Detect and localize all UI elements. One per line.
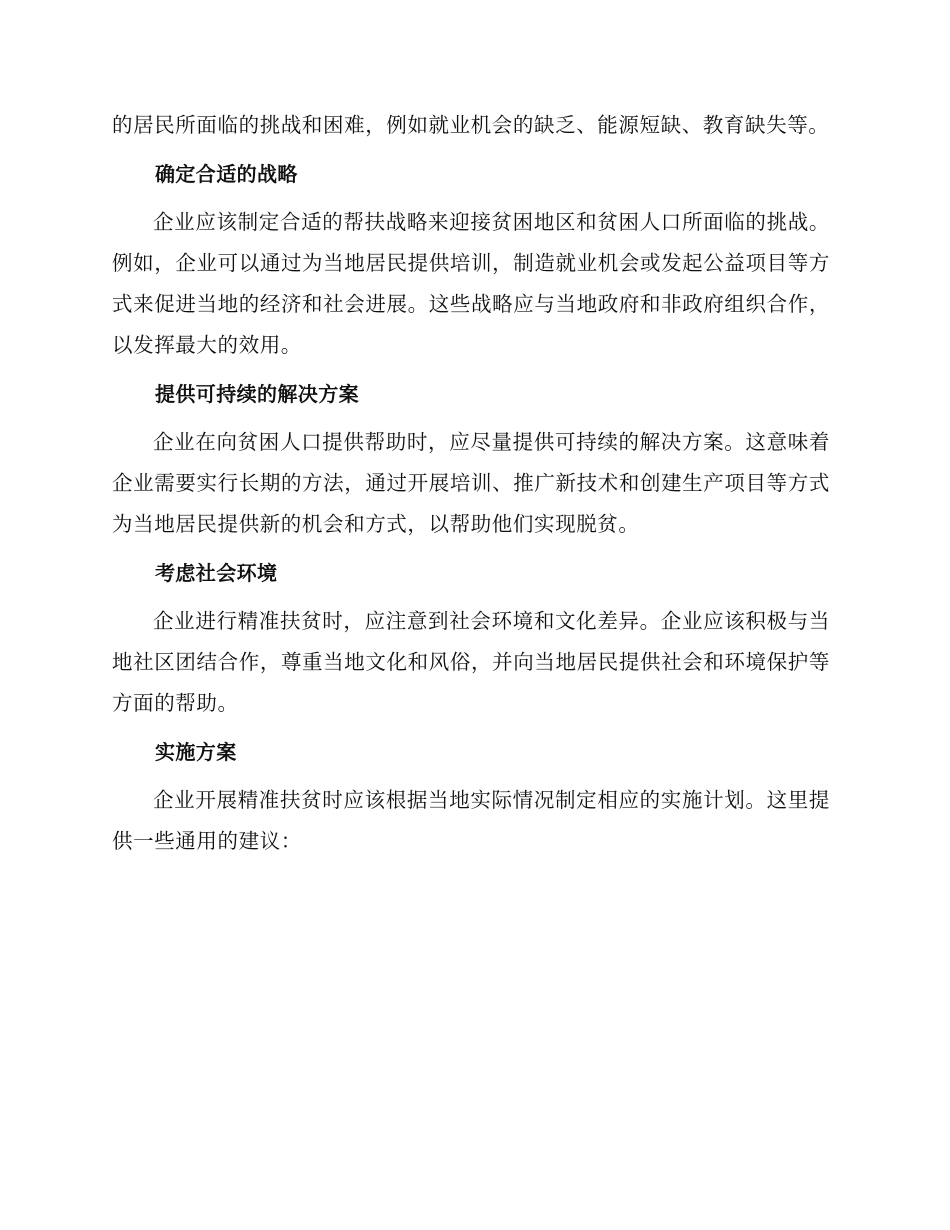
paragraph-sustainable-solutions: 企业在向贫困人口提供帮助时，应尽量提供可持续的解决方案。这意味着企业需要实行长期的方法，通过开展培训、推广新技术和创建生产项目等方式为当地居民提供新的机会和方式，以帮助他们实现脱贫。: [112, 430, 830, 536]
paragraph-social-environment: 企业进行精准扶贫时，应注意到社会环境和文化差异。企业应该积极与当地社区团结合作，尊重当地文化和风俗，并向当地居民提供社会和环境保护等方面的帮助。: [112, 609, 830, 715]
section-heading-implementation: 实施方案: [155, 740, 237, 764]
paragraph-intro-continued: 的居民所面临的挑战和困难，例如就业机会的缺乏、能源短缺、教育缺失等。: [112, 113, 830, 137]
section-heading-strategy: 确定合适的战略: [155, 162, 298, 186]
paragraph-implementation: 企业开展精准扶贫时应该根据当地实际情况制定相应的实施计划。这里提供一些通用的建议：: [112, 788, 830, 853]
section-heading-sustainable-solutions: 提供可持续的解决方案: [155, 382, 359, 406]
paragraph-strategy: 企业应该制定合适的帮扶战略来迎接贫困地区和贫困人口所面临的挑战。例如，企业可以通过为当地居民提供培训，制造就业机会或发起公益项目等方式来促进当地的经济和社会进展。这些战略应与当地政府和非政府组织合作，以发挥最大的效用。: [112, 210, 830, 357]
section-heading-social-environment: 考虑社会环境: [155, 561, 278, 585]
